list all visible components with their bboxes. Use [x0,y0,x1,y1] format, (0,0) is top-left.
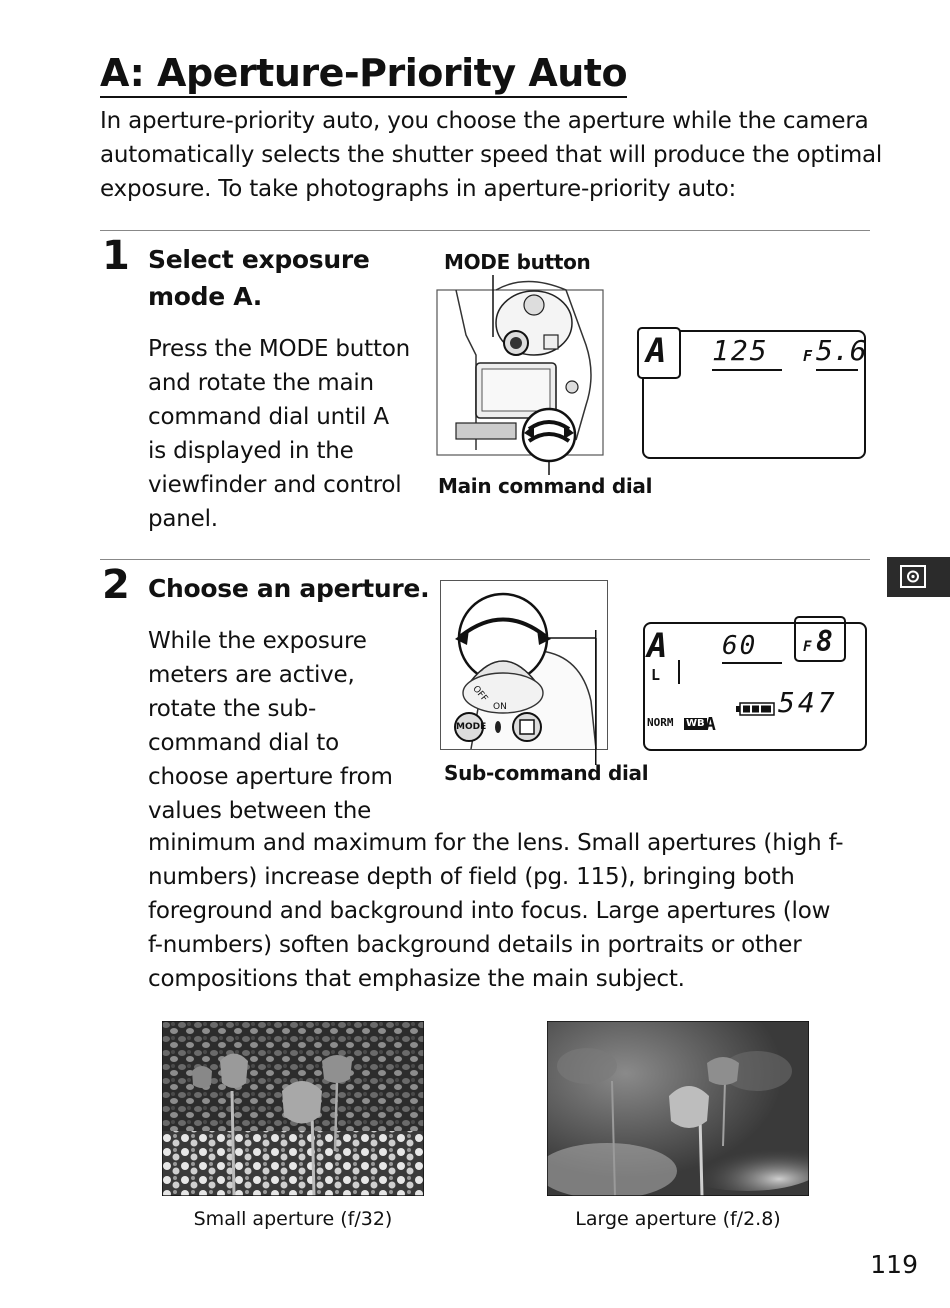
lcd-mode-indicator: A [646,331,669,371]
step-1-body: Press the MODE button and rotate the main command dial until A is displayed in the viewfinder and control panel. [148,336,411,532]
lcd-2-image-size: L [651,666,663,684]
divider-step-1 [100,230,870,231]
lcd-2-divider [678,660,680,684]
step-2-heading: Choose an aperture. [148,574,430,603]
photo-large-aperture [547,1021,809,1196]
caption-large-aperture: Large aperture (f/2.8) [575,1208,781,1230]
camera-off-text: OFF [470,684,490,704]
intro-paragraph: In aperture-priority auto, you choose the aperture while the camera automatically selects the shutter speed that will produce the optimal exposure. To take photographs in aperture-priority auto: [100,108,883,202]
step-2-body-narrow: While the exposure meters are active, rotate the sub- command dial to choose aperture from values between the [148,628,393,824]
lcd-2-aperture-prefix: F [803,639,814,655]
battery-icon [736,702,776,716]
lcd-2-wb-value: A [705,714,718,735]
lcd-2-aperture-value: 8 [816,625,835,658]
section-tab [887,557,950,597]
sub-dial-leader-line [595,630,607,765]
main-command-dial-label: Main command dial [438,474,653,498]
lcd-aperture-prefix: F [803,347,815,365]
lcd-shutter-speed: 125 [712,333,782,371]
step-1-number: 1 [102,233,130,279]
lcd-2-shutter-speed: 60 [722,630,782,664]
mode-button-label: MODE button [444,250,591,274]
photo-small-aperture [162,1021,424,1196]
lcd-2-wb-badge: WB [686,718,705,729]
camera-mode-key-text: MODE [456,722,487,732]
camera-top-illustration [436,275,616,475]
step-1-heading: Select exposure mode A. [148,245,370,311]
lcd-2-mode-indicator: A [647,626,670,666]
sub-command-dial-label: Sub-command dial [444,761,649,785]
lcd-2-quality: NORM [647,716,674,729]
divider-step-2 [100,559,870,560]
exposure-mode-icon [887,557,950,597]
lcd-aperture-value: 5.6 [816,333,858,371]
caption-small-aperture: Small aperture (f/32) [193,1208,393,1230]
camera-front-illustration [440,580,608,750]
page-title: A: Aperture-Priority Auto [100,50,627,98]
step-2-body-wide: minimum and maximum for the lens. Small apertures (high f- numbers) increase depth of field (pg. 115), bringing both foreground and background into focus. Large apertures (low f-numbers) soften background details in portraits or other compositions that emphasize the main subject. [148,830,844,992]
camera-on-text: ON [493,702,507,712]
page-number: 119 [870,1250,918,1279]
step-2-number: 2 [102,562,130,608]
lcd-2-frames-remaining: 547 [778,686,838,719]
